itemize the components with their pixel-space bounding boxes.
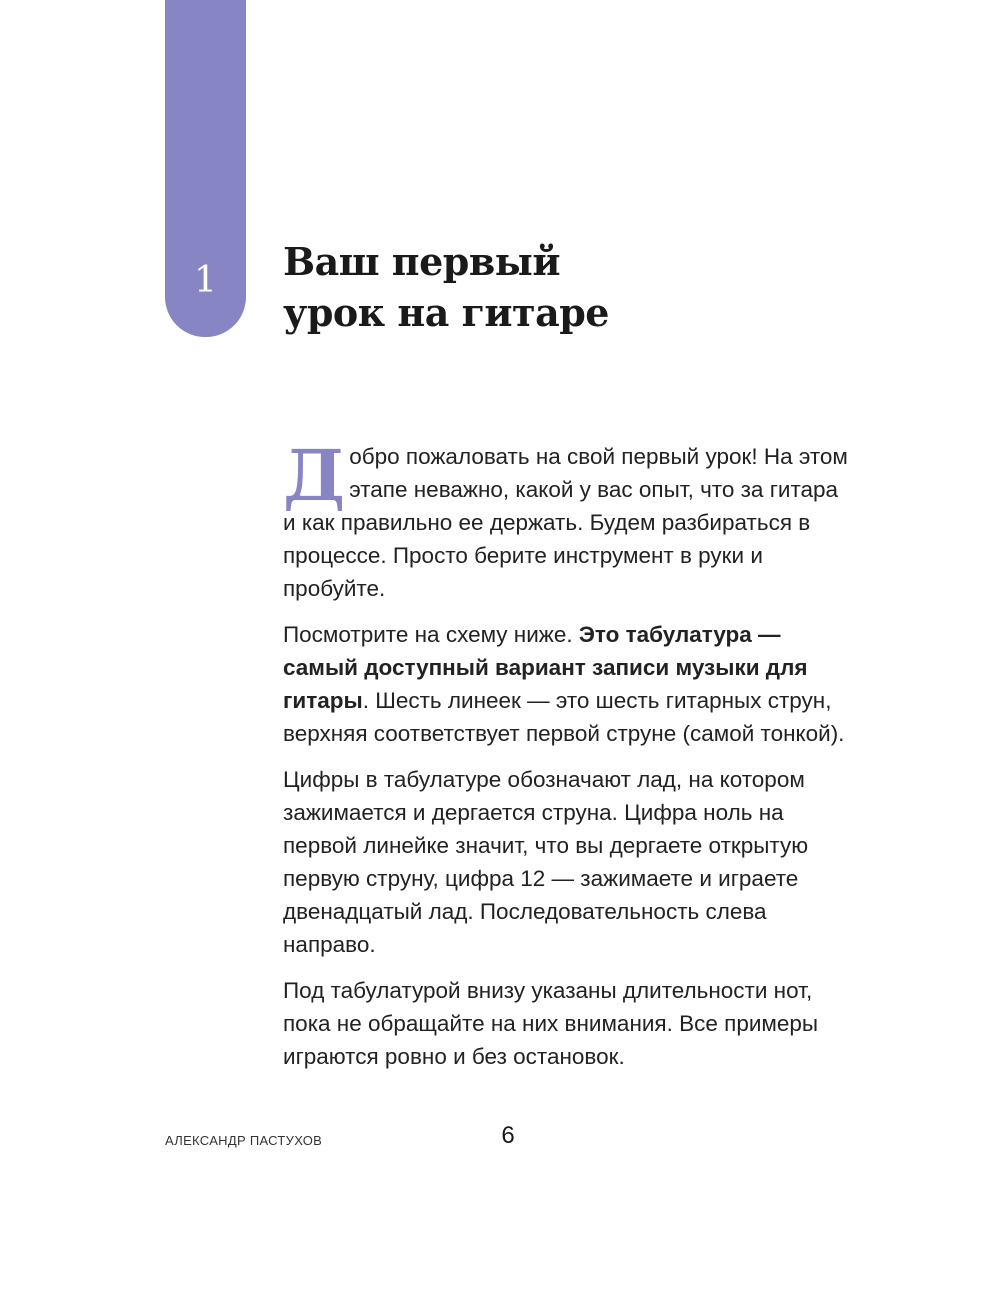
body-text [283, 434, 853, 1086]
chapter-title-line-1: Ваш первый [283, 239, 561, 284]
paragraph-tablature-end: . Шесть линеек — это шесть гитарных струн, верхняя соответствует первой струне (самой тонкой). [283, 688, 845, 746]
paragraph-tablature-start: Посмотрите на схему ниже. [283, 622, 579, 647]
chapter-number: 1 [194, 260, 217, 301]
footer-author: АЛЕКСАНДР ПАСТУХОВ [165, 1133, 323, 1148]
paragraph-numbers: Цифры в табулатуре обозначают лад, на котором зажимается и дергается струна. Цифра ноль на первой линейке значит, что вы дергаете открытую первую струну, цифра 12 — зажимаете и играете двенадцатый лад. Последовательность слева направо. [283, 767, 809, 957]
chapter-title-line-2: урок на гитаре [283, 290, 609, 335]
paragraph-tablature [283, 618, 853, 750]
paragraph-tablature-bold: Это табулатура — самый доступный вариант записи музыки для гитары [283, 622, 808, 713]
page-number: 6 [501, 1122, 515, 1149]
drop-cap: Д [283, 434, 346, 517]
chapter-tab [165, 0, 246, 337]
paragraph-intro [283, 434, 853, 605]
paragraph-intro-text: обро пожаловать на свой первый урок! На этом этапе неважно, какой у вас опыт, что за гитара и как правильно ее держать. Будем разбираться в процессе. Просто берите инструмент в руки и пробуйте. [283, 444, 848, 601]
chapter-title [283, 236, 803, 338]
paragraph-durations: Под табулатурой внизу указаны длительности нот, пока не обращайте на них внимания. Все примеры играются ровно и без остановок. [283, 978, 819, 1069]
